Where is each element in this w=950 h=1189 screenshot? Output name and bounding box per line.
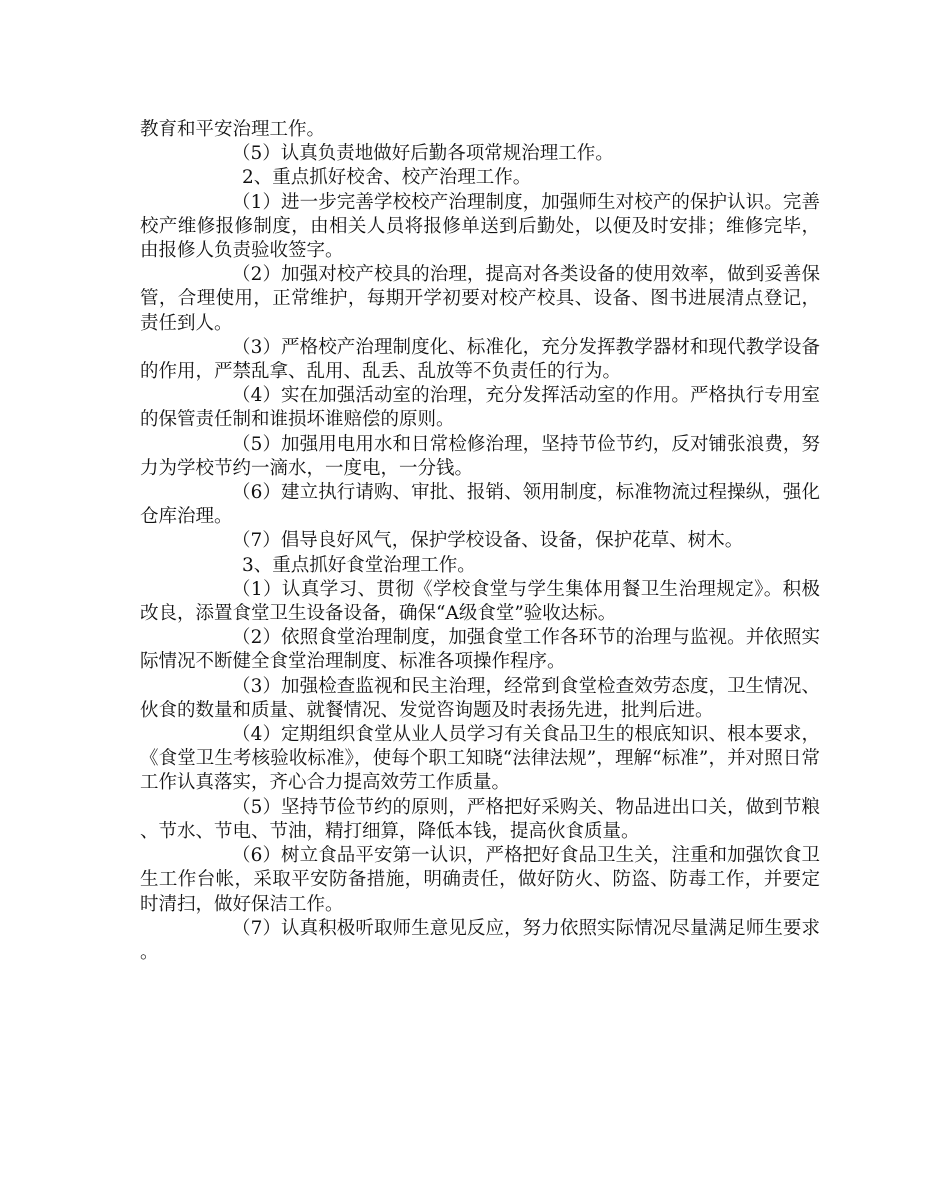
paragraph-item-2: （2）加强对校产校具的治理，提高对各类设备的使用效率，做到妥善保管，合理使用，正常维护，每期开学初要对校产校具、设备、图书进展清点登记，责任到人。 bbox=[140, 264, 820, 334]
paragraph-item-5: （5）加强用电用水和日常检修治理，坚持节俭节约，反对铺张浪费，努力为学校节约一滴水，一度电，一分钱。 bbox=[140, 433, 820, 479]
paragraph-item-5-routine-management: （5）认真负责地做好后勤各项常规治理工作。 bbox=[232, 143, 614, 165]
paragraph-item-5: （5）坚持节俭节约的原则，严格把好采购关、物品进出口关，做到节粮、节水、节电、节油，精打细算，降低本钱，提高伙食质量。 bbox=[140, 796, 820, 842]
section-heading-2: 2、重点抓好校舍、校产治理工作。 bbox=[242, 167, 532, 189]
paragraph-item-2: （2）依照食堂治理制度，加强食堂工作各环节的治理与监视。并依照实际情况不断健全食堂治理制度、标准各项操作程序。 bbox=[140, 627, 820, 673]
paragraph-item-3: （3）加强检查监视和民主治理，经常到食堂检查效劳态度，卫生情况、伙食的数量和质量、就餐情况、发觉咨询题及时表扬先进，批判后进。 bbox=[140, 675, 820, 721]
paragraph-item-1: （1）认真学习、贯彻《学校食堂与学生集体用餐卫生治理规定》。积极改良，添置食堂卫生设备设备，确保“A级食堂”验收达标。 bbox=[140, 578, 820, 625]
section-heading-3: 3、重点抓好食堂治理工作。 bbox=[242, 554, 476, 576]
paragraph-item-3: （3）严格校产治理制度化、标准化，充分发挥教学器材和现代教学设备的作用，严禁乱拿、乱用、乱丢、乱放等不负责任的行为。 bbox=[140, 336, 820, 383]
paragraph-item-6: （6）树立食品平安第一认识，严格把好食品卫生关，注重和加强饮食卫生工作台帐，采取平安防备措施，明确责任，做好防火、防盗、防毒工作，并要定时清扫，做好保洁工作。 bbox=[140, 845, 820, 915]
paragraph-item-7: （7）认真积极听取师生意见反应，努力依照实际情况尽量满足师生要求。 bbox=[140, 917, 820, 963]
paragraph-item-1: （1）进一步完善学校校产治理制度，加强师生对校产的保护认识。完善校产维修报修制度，由相关人员将报修单送到后勤处，以便及时安排；维修完毕，由报修人负责验收签字。 bbox=[140, 191, 820, 262]
paragraph-item-7: （7）倡导良好风气，保护学校设备、设备，保护花草、树木。 bbox=[232, 530, 744, 552]
paragraph-continuation: 教育和平安治理工作。 bbox=[140, 119, 326, 140]
paragraph-item-6: （6）建立执行请购、审批、报销、领用制度，标准物流过程操纵，强化仓库治理。 bbox=[140, 482, 820, 528]
paragraph-item-4: （4）实在加强活动室的治理，充分发挥活动室的作用。严格执行专用室的保管责任制和谁损坏谁赔偿的原则。 bbox=[140, 385, 820, 431]
document-page bbox=[140, 118, 820, 965]
paragraph-item-4: （4）定期组织食堂从业人员学习有关食品卫生的根底知识、根本要求，《食堂卫生考核验收标准》，使每个职工知晓“法律法规”，理解“标准”，并对照日常工作认真落实，齐心合力提高效劳工作质量。 bbox=[140, 724, 820, 794]
